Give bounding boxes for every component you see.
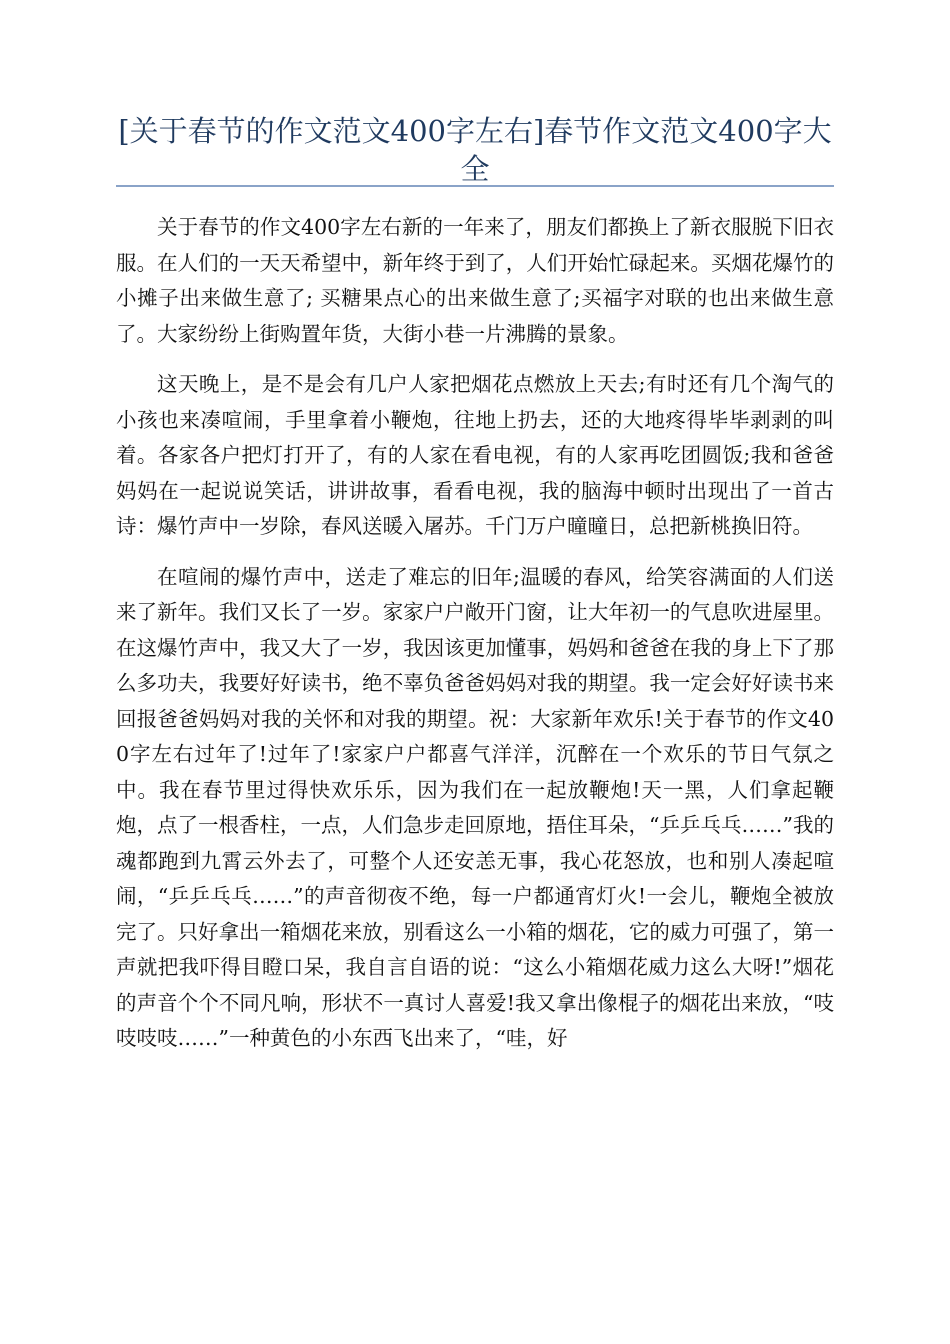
paragraph-3: 在喧闹的爆竹声中，送走了难忘的旧年;温暖的春风，给笑容满面的人们送来了新年。我们又长了一岁。家家户户敞开门窗，让大年初一的气息吹进屋里。在这爆竹声中，我又大了一岁，我因该更加懂事，妈妈和爸爸在我的身上下了那么多功夫，我要好好读书，绝不辜负爸爸妈妈对我的期望。我一定会好好读书来回报爸爸妈妈对我的关怀和对我的期望。祝：大家新年欢乐!关于春节的作文400字左右过年了!过年了!家家户户都喜气洋洋，沉醉在一个欢乐的节日气氛之中。我在春节里过得快欢乐乐，因为我们在一起放鞭炮!天一黑，人们拿起鞭炮，点了一根香柱，一点，人们急步走回原地，捂住耳朵，“乒乒乓乓……”我的魂都跑到九霄云外去了，可整个人还安恙无事，我心花怒放，也和别人凑起喧闹，“乒乒乓乓……”的声音彻夜不绝，每一户都通宵灯火!一会儿，鞭炮全被放完了。只好拿出一箱烟花来放，别看这么一小箱的烟花，它的威力可强了，第一声就把我吓得目瞪口呆，我自言自语的说：“这么小箱烟花威力这么大呀!”烟花的声音个个不同凡响，形状不一真讨人喜爱!我又拿出像棍子的烟花出来放，“吱吱吱吱……”一种黄色的小东西飞出来了，“哇，好	[116, 564, 834, 1050]
title-underline	[116, 185, 834, 187]
paragraph-1: 关于春节的作文400字左右新的一年来了，朋友们都换上了新衣服脱下旧衣服。在人们的一天天希望中，新年终于到了，人们开始忙碌起来。买烟花爆竹的小摊子出来做生意了; 买糖果点心的出来做生意了;买福字对联的也出来做生意了。大家纷纷上街购置年货，大街小巷一片沸腾的景象。	[116, 215, 834, 346]
document-title: [关于春节的作文范文400字左右]春节作文范文400字大全	[118, 114, 832, 186]
paragraph-2: 这天晚上，是不是会有几户人家把烟花点燃放上天去;有时还有几个淘气的小孩也来凑喧闹，手里拿着小鞭炮，往地上扔去，还的大地疼得毕毕剥剥的叫着。各家各户把灯打开了，有的人家在看电视，有的人家再吃团圆饭;我和爸爸妈妈在一起说说笑话，讲讲故事，看看电视，我的脑海中顿时出现出了一首古诗：爆竹声中一岁除，春风送暖入屠苏。千门万户曈曈日，总把新桃换旧符。	[116, 372, 834, 538]
document-body	[116, 210, 834, 1072]
